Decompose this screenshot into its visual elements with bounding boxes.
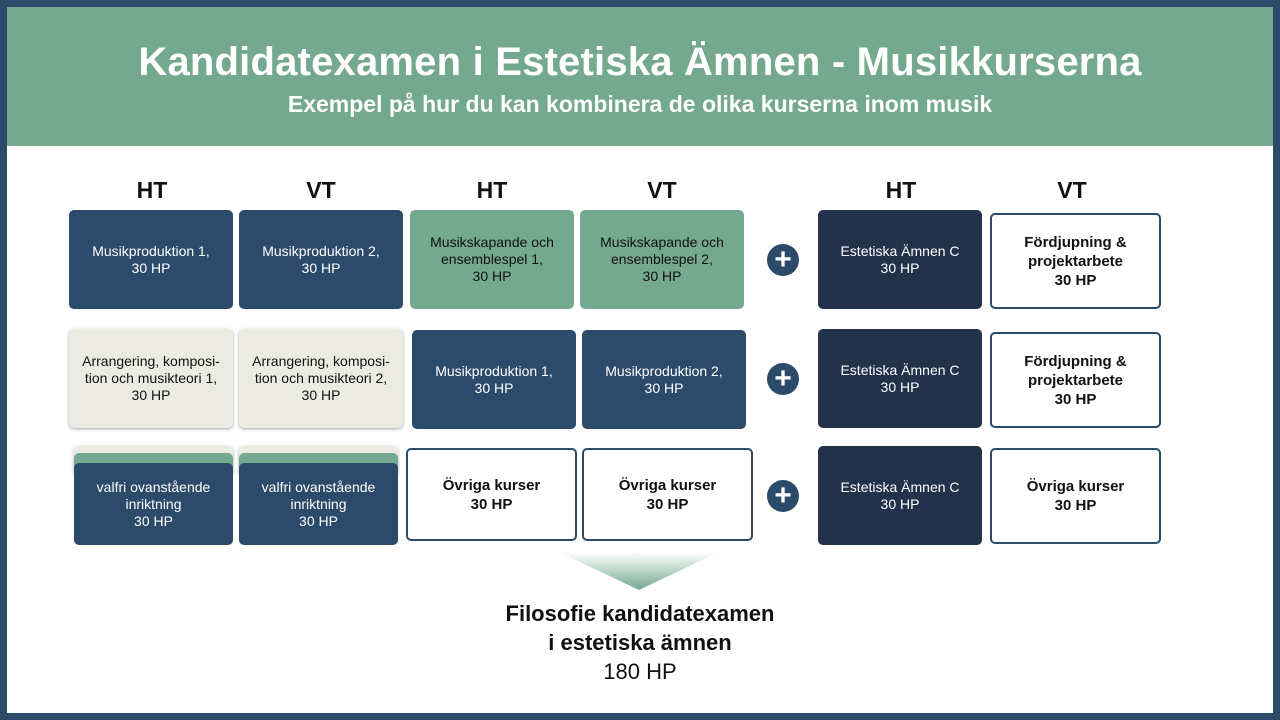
estetiska-c-box <box>818 210 982 309</box>
course-label: Fördjupning & projektarbete 30 HP <box>1024 233 1127 289</box>
course-label: Musikproduktion 2, 30 HP <box>605 362 723 396</box>
course-label: Övriga kurser 30 HP <box>1026 478 1125 514</box>
course-box <box>69 329 233 428</box>
plus-icon: + <box>767 363 799 395</box>
ovriga-kurser-box <box>582 448 753 541</box>
ovriga-kurser-box <box>990 448 1161 544</box>
column-heading-vt-2: VT <box>647 177 677 203</box>
plus-icon: + <box>767 244 799 276</box>
course-label: Arrangering, komposi- tion och musikteori 2, 30 HP <box>252 353 390 403</box>
course-box <box>239 463 398 545</box>
course-label: Arrangering, komposi- tion och musikteori 1, 30 HP <box>82 353 220 403</box>
course-label: Övriga kurser 30 HP <box>442 476 541 513</box>
degree-title-line2: i estetiska ämnen <box>548 630 732 655</box>
course-label: Musikskapande och ensemblespel 1, 30 HP <box>430 234 554 284</box>
course-label: Fördjupning & projektarbete 30 HP <box>1024 352 1127 408</box>
fordjupning-box <box>990 213 1161 309</box>
fordjupning-box <box>990 332 1161 428</box>
course-box <box>582 330 746 429</box>
ovriga-kurser-box <box>406 448 577 541</box>
course-box <box>239 329 403 428</box>
plus-icon: + <box>767 480 799 512</box>
column-heading-vt-1: VT <box>306 177 336 203</box>
degree-title-line1: Filosofie kandidatexamen <box>505 601 775 626</box>
slide <box>7 7 1273 713</box>
course-label: Musikskapande och ensemblespel 2, 30 HP <box>600 234 724 284</box>
course-box <box>74 463 233 545</box>
course-label: Estetiska Ämnen C 30 HP <box>840 242 960 276</box>
course-box <box>69 210 233 309</box>
course-label: valfri ovanstående inriktning 30 HP <box>96 478 211 529</box>
course-label: Musikproduktion 1, 30 HP <box>92 242 210 276</box>
degree-credits: 180 HP <box>603 659 677 684</box>
course-label: Musikproduktion 2, 30 HP <box>262 242 380 276</box>
course-box <box>412 330 576 429</box>
page-subtitle: Exempel på hur du kan kombinera de olika kurserna inom musik <box>287 91 993 117</box>
page-title: Kandidatexamen i Estetiska Ämnen - Musikkurserna <box>138 40 1142 84</box>
down-arrow-icon <box>559 552 719 590</box>
course-label: valfri ovanstående inriktning 30 HP <box>261 478 376 529</box>
column-heading-ht-1: HT <box>136 177 168 203</box>
course-box <box>580 210 744 309</box>
course-box <box>239 210 403 309</box>
column-heading-ht-2: HT <box>476 177 508 203</box>
course-label: Estetiska Ämnen C 30 HP <box>840 361 960 395</box>
column-heading-vt-3: VT <box>1057 177 1087 203</box>
column-heading-ht-3: HT <box>885 177 917 203</box>
course-label: Övriga kurser 30 HP <box>618 476 717 513</box>
title-banner <box>7 7 1273 146</box>
course-label: Estetiska Ämnen C 30 HP <box>840 478 960 512</box>
estetiska-c-box <box>818 446 982 545</box>
course-box <box>410 210 574 309</box>
degree-result <box>440 599 840 687</box>
estetiska-c-box <box>818 329 982 428</box>
course-label: Musikproduktion 1, 30 HP <box>435 362 553 396</box>
